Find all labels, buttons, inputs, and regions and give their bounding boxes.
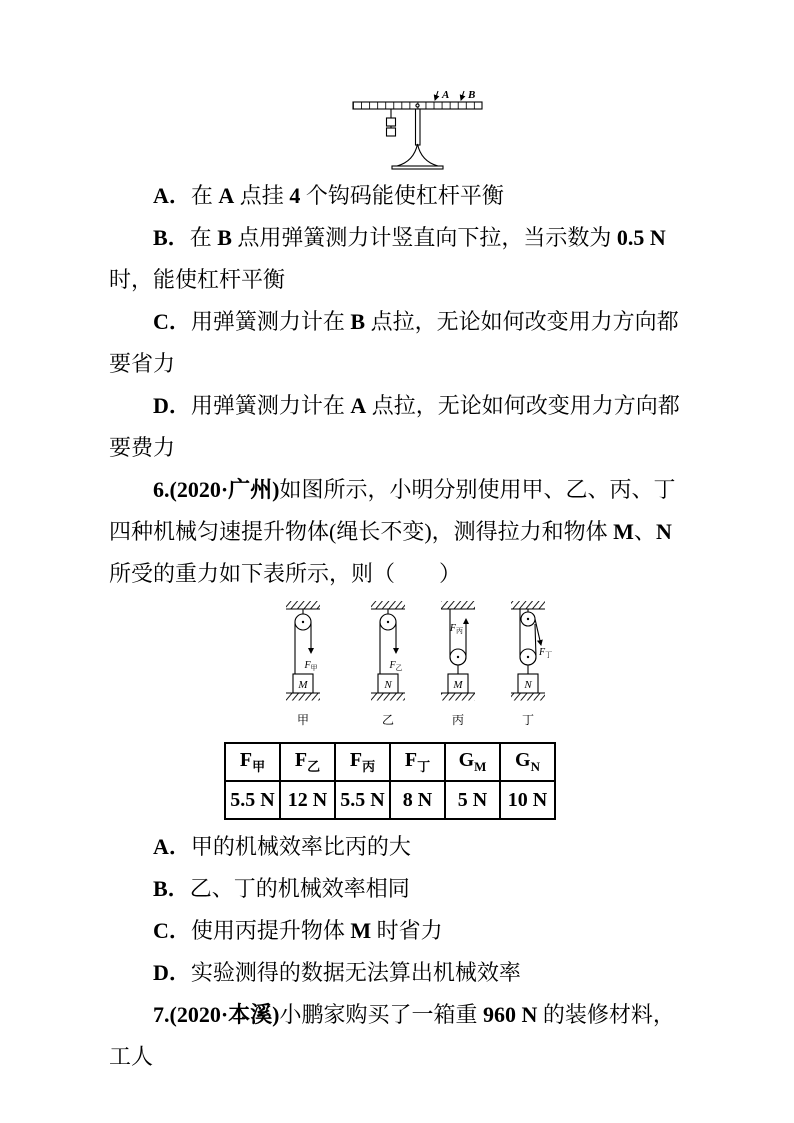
force-table [224,742,556,820]
force-label: F丙 [449,623,463,635]
table-header-cell: $F_甲$ [225,743,280,781]
table-value-cell: 8 N [390,781,445,819]
q5-option-a: A．在 A 点挂 4 个钩码能使杠杆平衡 [153,183,504,208]
ceiling-hatch [511,601,545,609]
table-value-cell: 5 N [445,781,500,819]
ground-hatch [511,694,545,701]
object-label: N [384,679,392,691]
object-label: M [453,679,463,691]
q5-option-d: D．用弹簧测力计在 A 点拉，无论如何改变用力方向都要费力 [109,393,680,460]
point-a-label: A [442,89,450,101]
pulley-setup-yi [371,601,405,727]
q5-option-c: C．用弹簧测力计在 B 点拉，无论如何改变用力方向都要省力 [109,309,679,376]
pulley-setup-jia [286,601,320,727]
q6-option-c: C．使用丙提升物体 M 时省力 [153,918,443,943]
setup-label: 丁 [521,713,535,727]
ground-hatch [371,694,405,701]
hook-weights [387,109,396,136]
q6-option-a: A．甲的机械效率比丙的大 [153,834,411,859]
setup-label: 甲 [296,713,310,727]
table-value-cell: 5.5 N [225,781,280,819]
ground-hatch [286,694,320,701]
pulley-setup-ding [511,601,552,727]
rope [535,624,536,657]
point-b-arrow [461,91,464,100]
force-label: F丁 [539,647,553,659]
point-a-arrow [435,91,438,100]
lever-stand [392,109,443,169]
table-value-cell: 12 N [280,781,335,819]
table-header-cell: $F_丁$ [390,743,445,781]
table-value-cell: 5.5 N [335,781,390,819]
force-label: F乙 [389,660,403,672]
object-label: N [524,679,532,691]
table-header-cell: $F_乙$ [280,743,335,781]
table-value-row [225,781,555,819]
lever-diagram [345,86,490,174]
q5-option-b: B．在 B 点用弹簧测力计竖直向下拉，当示数为 0.5 N 时，能使杠杆平衡 [109,225,666,292]
q6-options [109,826,691,994]
lever-beam [353,102,482,109]
q7-stem [109,994,691,1078]
ceiling-hatch [286,601,320,609]
q7-stem-text: 7.(2020·本溪)小鹏家购买了一箱重 960 N 的装修材料，工人 [109,1002,675,1069]
table-header-cell: $G_M$ [445,743,500,781]
table-header-cell: $F_丙$ [335,743,390,781]
table-value-cell: 10 N [500,781,555,819]
table-header-cell: $G_N$ [500,743,555,781]
setup-label: 乙 [381,713,395,727]
setup-label: 丙 [451,713,465,727]
ground-hatch [441,694,475,701]
pivot-axle [416,104,419,107]
q6-option-d: D．实验测得的数据无法算出机械效率 [153,960,521,985]
pulley-setup-bing [441,601,475,727]
point-b-label: B [468,89,476,101]
q6-stem [109,469,691,595]
ceiling-hatch [371,601,405,609]
q6-option-b: B．乙、丁的机械效率相同 [153,876,410,901]
table-header-row [225,743,555,781]
force-label: F甲 [304,660,318,672]
pulley-diagram [280,597,560,737]
q5-options [109,175,691,469]
q6-stem-text: 6.(2020·广州)如图所示，小明分别使用甲、乙、丙、丁四种机械匀速提升物体(绳长不变)，测得拉力和物体 M、N 所受的重力如下表所示，则（ ） [109,477,676,586]
ceiling-hatch [441,601,475,609]
object-label: M [298,679,308,691]
